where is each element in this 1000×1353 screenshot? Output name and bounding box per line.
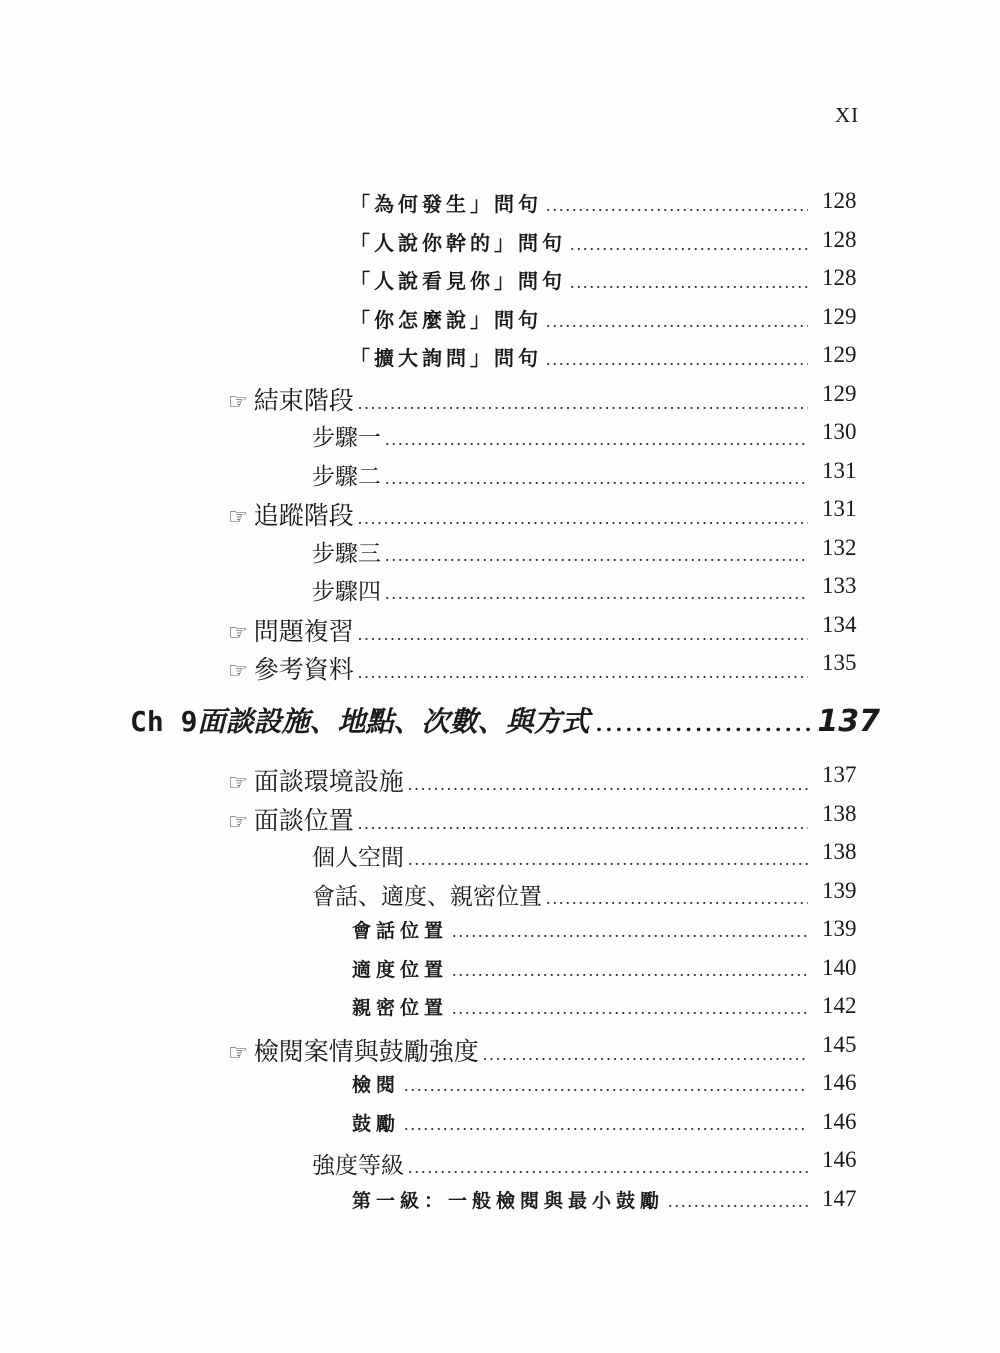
page-number: XI — [835, 103, 860, 127]
toc-entry-page-number: 146 — [822, 1147, 857, 1172]
dot-leader — [385, 583, 808, 604]
toc-entry[interactable] — [312, 1147, 857, 1185]
toc-entry-title: 步驟一 — [312, 425, 381, 451]
toc-entry[interactable] — [352, 1108, 857, 1147]
dot-leader — [358, 393, 808, 414]
dot-leader — [358, 813, 808, 834]
toc-entry-title: 個人空間 — [312, 845, 404, 871]
toc-entry-page-number: 137 — [822, 762, 857, 787]
toc-entry-title: 「人說看見你」問句 — [350, 269, 566, 293]
toc-entry-page-number: 145 — [822, 1031, 857, 1057]
toc-entry[interactable] — [350, 188, 857, 226]
toc-entry[interactable] — [352, 1070, 857, 1108]
toc-entry[interactable] — [312, 877, 857, 916]
pointing-hand-icon: ☞ — [228, 620, 248, 646]
toc-entry-page-number: 146 — [822, 1108, 857, 1134]
dot-leader — [570, 234, 808, 255]
toc-entry-page-number: 146 — [822, 1070, 857, 1095]
dot-leader — [546, 349, 808, 370]
toc-entry-title: 「為何發生」問句 — [350, 192, 542, 216]
dot-leader — [358, 662, 808, 683]
pointing-hand-icon: ☞ — [228, 505, 248, 530]
toc-entry-title: 步驟三 — [312, 540, 381, 567]
dot-leader — [358, 508, 808, 529]
toc-entry-page-number: 138 — [822, 839, 857, 864]
toc-entry-title: 強度等級 — [312, 1153, 404, 1179]
pointing-hand-icon: ☞ — [228, 771, 248, 796]
dot-leader — [570, 272, 808, 293]
dot-leader — [358, 624, 808, 645]
dot-leader — [546, 311, 808, 332]
toc-entry-page-number: 128 — [822, 226, 857, 252]
dot-leader — [385, 468, 808, 489]
toc-entry-page-number: 129 — [822, 380, 857, 406]
toc-entry[interactable] — [312, 839, 857, 877]
toc-entry-page-number: 128 — [822, 188, 857, 213]
toc-entry-title: 適度位置 — [352, 958, 449, 981]
pointing-hand-icon: ☞ — [228, 809, 248, 835]
toc-entry[interactable] — [312, 534, 857, 573]
toc-entry-page-number: 139 — [822, 916, 857, 941]
toc-entry-page-number: 134 — [822, 611, 857, 637]
toc-entry[interactable] — [228, 800, 857, 839]
toc-entry-title: 問題複習 — [253, 616, 354, 646]
toc-entry-title: 結束階段 — [253, 385, 354, 415]
toc-entry-title: 「擴大詢問」問句 — [350, 346, 542, 370]
toc-entry-title: 檢閱案情與鼓勵強度 — [253, 1036, 479, 1066]
toc-entry[interactable] — [352, 1185, 857, 1224]
toc-entry[interactable] — [350, 226, 857, 265]
toc-entry-title: 步驟二 — [312, 463, 381, 490]
toc-entry[interactable] — [350, 265, 857, 303]
dot-leader — [546, 195, 808, 216]
toc-entry-title: 步驟四 — [312, 579, 381, 605]
dot-leader — [408, 774, 808, 795]
toc-entry-page-number: 132 — [822, 534, 857, 560]
toc-entry-page-number: 129 — [822, 342, 857, 367]
toc-entry-title: 參考資料 — [253, 655, 354, 684]
toc-entry-page-number: 130 — [822, 419, 857, 444]
toc-entry-page-number: 131 — [822, 457, 857, 483]
pointing-hand-icon: ☞ — [228, 389, 248, 415]
dot-leader — [452, 960, 808, 981]
toc-entry-page-number: 142 — [822, 993, 857, 1018]
chapter-title: 面談設施、地點、次數、與方式 — [197, 705, 590, 738]
dot-leader — [404, 1075, 808, 1096]
toc-entry[interactable] — [352, 993, 857, 1031]
dot-leader — [546, 888, 808, 909]
dot-leader — [385, 545, 808, 566]
toc-entry[interactable] — [312, 419, 857, 457]
toc-entry-page-number: 140 — [822, 954, 857, 980]
toc-entry-page-number: 138 — [822, 800, 857, 826]
toc-entry-page-number: 147 — [822, 1185, 857, 1211]
toc-entry[interactable] — [228, 650, 857, 688]
dot-leader — [452, 998, 808, 1019]
dot-leader — [408, 849, 808, 870]
dot-leader — [404, 1114, 808, 1135]
dot-leader — [595, 712, 811, 736]
chapter-heading[interactable] — [130, 700, 880, 746]
toc-entry[interactable] — [352, 916, 857, 954]
toc-entry-title: 會話位置 — [352, 920, 449, 942]
toc-entry-title: 檢閱 — [352, 1074, 401, 1096]
toc-entry-page-number: 131 — [822, 496, 857, 521]
toc-entry-title: 親密位置 — [352, 997, 449, 1019]
toc-entry[interactable] — [350, 342, 857, 380]
dot-leader — [483, 1044, 808, 1065]
toc-entry[interactable] — [312, 573, 857, 611]
pointing-hand-icon: ☞ — [228, 1040, 248, 1066]
dot-leader — [668, 1191, 808, 1212]
chapter-page-number: 137 — [817, 704, 880, 739]
dot-leader — [385, 429, 808, 450]
toc-entry[interactable] — [228, 380, 857, 419]
toc-entry-page-number: 129 — [822, 303, 857, 329]
toc-entry-title: 鼓勵 — [352, 1112, 401, 1135]
toc-entry-page-number: 133 — [822, 573, 857, 598]
toc-entry-page-number: 128 — [822, 265, 857, 290]
toc-entry[interactable] — [350, 303, 857, 342]
toc-entry-title: 追蹤階段 — [253, 501, 354, 530]
toc-entry-title: 第一級：一般檢閱與最小鼓勵 — [352, 1189, 665, 1212]
chapter-label: Ch 9 — [130, 705, 198, 738]
toc-entry-title: 面談環境設施 — [253, 767, 404, 796]
pointing-hand-icon: ☞ — [228, 659, 248, 684]
toc-entry[interactable] — [352, 954, 857, 993]
toc-entry-page-number: 135 — [822, 650, 857, 675]
toc-entry-title: 「人說你幹的」問句 — [350, 230, 566, 255]
dot-leader — [452, 921, 808, 942]
toc-entry-title: 面談位置 — [253, 805, 354, 835]
toc-entry-page-number: 139 — [822, 877, 857, 903]
toc-entry[interactable] — [228, 496, 857, 534]
toc-entry[interactable] — [312, 457, 857, 496]
toc-entry[interactable] — [228, 1031, 857, 1070]
toc-entry-title: 「你怎麼說」問句 — [350, 307, 542, 332]
toc-entry-title: 會話、適度、親密位置 — [312, 883, 542, 910]
toc-entry[interactable] — [228, 762, 857, 800]
toc-entry[interactable] — [228, 611, 857, 650]
dot-leader — [408, 1157, 808, 1178]
